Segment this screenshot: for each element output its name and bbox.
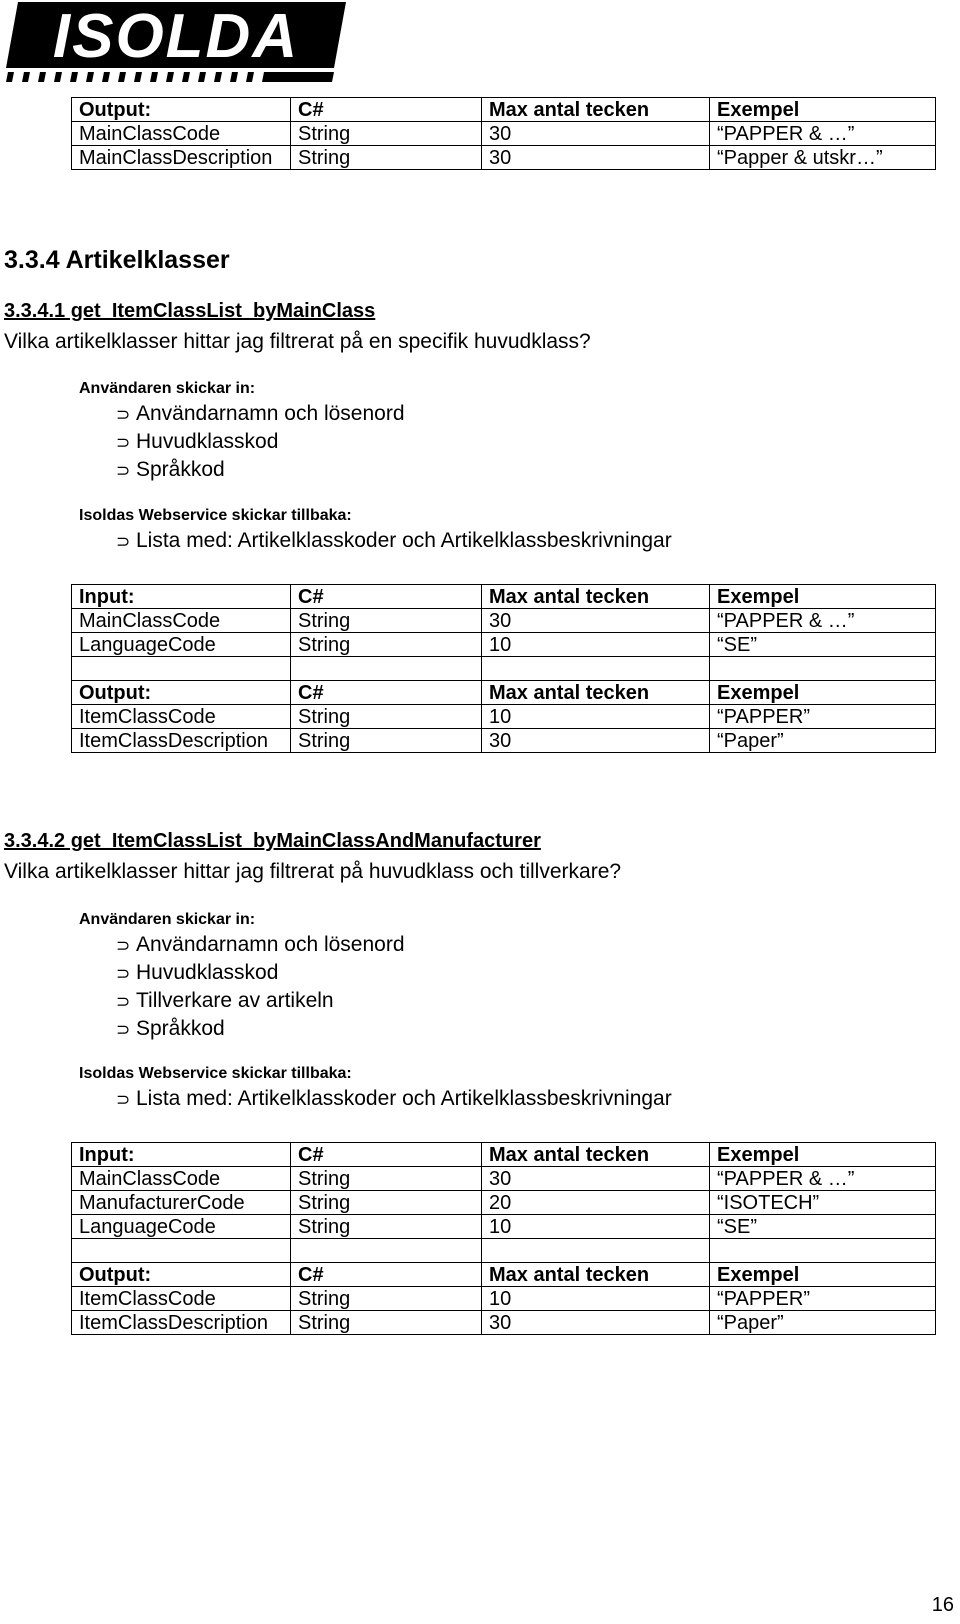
list-item — [116, 987, 405, 1015]
sends-label-2: Användaren skickar in: — [79, 911, 256, 928]
table-cell: “ISOTECH” — [710, 1191, 936, 1215]
bullet-icon: ⊃ — [116, 964, 131, 983]
list-item-text: Lista med: Artikelklasskoder och Artikelklassbeskrivningar — [136, 529, 672, 552]
table-cell: Output: — [72, 98, 291, 122]
table-cell: String — [291, 1311, 482, 1335]
table-cell — [710, 1239, 936, 1263]
subsection-question-1: Vilka artikelklasser hittar jag filtrerat på en specifik huvudklass? — [4, 330, 591, 353]
sends-label-1: Användaren skickar in: — [79, 380, 256, 397]
table-cell: Exempel — [710, 1143, 936, 1167]
table-row — [72, 705, 936, 729]
table-cell: Exempel — [710, 681, 936, 705]
table-cell: Exempel — [710, 585, 936, 609]
returns-list-1 — [116, 527, 672, 555]
table-cell: 30 — [482, 122, 710, 146]
bullet-icon: ⊃ — [116, 992, 131, 1011]
list-item — [116, 428, 405, 456]
table-cell: 10 — [482, 1287, 710, 1311]
table-cell: String — [291, 609, 482, 633]
table-cell: 20 — [482, 1191, 710, 1215]
table-row — [72, 1311, 936, 1335]
page-number: 16 — [931, 1594, 954, 1616]
table-itemclass-bymainclass — [71, 584, 936, 753]
table-cell: ItemClassCode — [72, 705, 291, 729]
table-cell: C# — [291, 681, 482, 705]
table-cell: C# — [291, 585, 482, 609]
table-cell: MainClassDescription — [72, 146, 291, 170]
table-cell: “PAPPER & …” — [710, 122, 936, 146]
table-cell: String — [291, 633, 482, 657]
table-cell: String — [291, 1191, 482, 1215]
returns-list-2 — [116, 1085, 672, 1113]
table-cell: 30 — [482, 146, 710, 170]
table-row — [72, 681, 936, 705]
table-cell: Max antal tecken — [482, 681, 710, 705]
logo-text: ISOLDA — [52, 2, 300, 71]
table-row — [72, 1287, 936, 1311]
table-cell: “PAPPER & …” — [710, 609, 936, 633]
bullet-icon: ⊃ — [116, 936, 131, 955]
table-cell: Exempel — [710, 1263, 936, 1287]
table-cell: “PAPPER & …” — [710, 1167, 936, 1191]
list-item — [116, 1085, 672, 1113]
table-cell: 10 — [482, 705, 710, 729]
table-cell: MainClassCode — [72, 609, 291, 633]
table-cell: String — [291, 122, 482, 146]
table-cell: LanguageCode — [72, 633, 291, 657]
table-cell — [710, 657, 936, 681]
table-row — [72, 585, 936, 609]
list-item — [116, 959, 405, 987]
list-item — [116, 456, 405, 484]
table-cell: “Paper” — [710, 1311, 936, 1335]
list-item — [116, 400, 405, 428]
table-cell — [72, 1239, 291, 1263]
table-cell: Output: — [72, 1263, 291, 1287]
returns-label-1: Isoldas Webservice skickar tillbaka: — [79, 507, 352, 524]
bullet-icon: ⊃ — [116, 461, 131, 480]
table-cell — [291, 1239, 482, 1263]
table-cell: MainClassCode — [72, 1167, 291, 1191]
table-cell — [291, 657, 482, 681]
table-cell: Max antal tecken — [482, 1263, 710, 1287]
table-cell: “Paper” — [710, 729, 936, 753]
table-cell: C# — [291, 1143, 482, 1167]
table-cell: Exempel — [710, 98, 936, 122]
table-row — [72, 729, 936, 753]
isolda-logo — [4, 2, 346, 82]
table-cell: MainClassCode — [72, 122, 291, 146]
table-cell: String — [291, 729, 482, 753]
table-row — [72, 98, 936, 122]
table-cell: String — [291, 705, 482, 729]
table-row — [72, 1143, 936, 1167]
table-cell: 10 — [482, 1215, 710, 1239]
table-cell: String — [291, 146, 482, 170]
list-item-text: Språkkod — [136, 1017, 225, 1040]
bullet-icon: ⊃ — [116, 1020, 131, 1039]
table-cell: Max antal tecken — [482, 98, 710, 122]
bullet-icon: ⊃ — [116, 405, 131, 424]
subsection-question-2: Vilka artikelklasser hittar jag filtrerat på huvudklass och tillverkare? — [4, 860, 622, 883]
bullet-icon: ⊃ — [116, 532, 131, 551]
table-cell: Input: — [72, 1143, 291, 1167]
table-row — [72, 146, 936, 170]
table-row — [72, 633, 936, 657]
table-cell: Output: — [72, 681, 291, 705]
list-item — [116, 931, 405, 959]
sends-list-1 — [116, 400, 405, 484]
table-cell: ItemClassDescription — [72, 1311, 291, 1335]
table-cell — [482, 657, 710, 681]
table-cell: 30 — [482, 729, 710, 753]
table-cell — [482, 1239, 710, 1263]
table-cell: C# — [291, 98, 482, 122]
table-cell: C# — [291, 1263, 482, 1287]
table-row — [72, 1263, 936, 1287]
table-cell: ItemClassCode — [72, 1287, 291, 1311]
table-cell: 10 — [482, 633, 710, 657]
table-row — [72, 122, 936, 146]
bullet-icon: ⊃ — [116, 1090, 131, 1109]
section-heading: 3.3.4 Artikelklasser — [4, 246, 230, 274]
table-itemclass-bymainclassandmanufacturer — [71, 1142, 936, 1335]
table-cell — [72, 657, 291, 681]
list-item — [116, 1015, 405, 1043]
table-row — [72, 1167, 936, 1191]
table-cell: Max antal tecken — [482, 1143, 710, 1167]
list-item-text: Huvudklasskod — [136, 961, 279, 984]
table-cell: “SE” — [710, 1215, 936, 1239]
list-item-text: Språkkod — [136, 458, 225, 481]
subsection-heading-2: 3.3.4.2 get_ItemClassList_byMainClassAndManufacturer — [4, 830, 541, 852]
table-cell: ManufacturerCode — [72, 1191, 291, 1215]
list-item-text: Huvudklasskod — [136, 430, 279, 453]
table-cell: String — [291, 1215, 482, 1239]
table-cell: String — [291, 1287, 482, 1311]
table-cell: 30 — [482, 1167, 710, 1191]
table-row — [72, 1215, 936, 1239]
list-item-text: Användarnamn och lösenord — [136, 933, 405, 956]
table-row — [72, 609, 936, 633]
table-cell: Input: — [72, 585, 291, 609]
list-item-text: Tillverkare av artikeln — [136, 989, 334, 1012]
returns-label-2: Isoldas Webservice skickar tillbaka: — [79, 1065, 352, 1082]
table-row — [72, 657, 936, 681]
table-cell: 30 — [482, 1311, 710, 1335]
table-cell: Max antal tecken — [482, 585, 710, 609]
bullet-icon: ⊃ — [116, 433, 131, 452]
table-row — [72, 1191, 936, 1215]
table-cell: “Papper & utskr…” — [710, 146, 936, 170]
list-item-text: Lista med: Artikelklasskoder och Artikelklassbeskrivningar — [136, 1087, 672, 1110]
table-cell: “SE” — [710, 633, 936, 657]
sends-list-2 — [116, 931, 405, 1043]
table-cell: LanguageCode — [72, 1215, 291, 1239]
table-mainclass-output — [71, 97, 936, 170]
list-item-text: Användarnamn och lösenord — [136, 402, 405, 425]
list-item — [116, 527, 672, 555]
table-cell: “PAPPER” — [710, 705, 936, 729]
table-cell: ItemClassDescription — [72, 729, 291, 753]
table-cell: 30 — [482, 609, 710, 633]
table-cell: “PAPPER” — [710, 1287, 936, 1311]
table-row — [72, 1239, 936, 1263]
subsection-heading-1: 3.3.4.1 get_ItemClassList_byMainClass — [4, 300, 376, 322]
table-cell: String — [291, 1167, 482, 1191]
